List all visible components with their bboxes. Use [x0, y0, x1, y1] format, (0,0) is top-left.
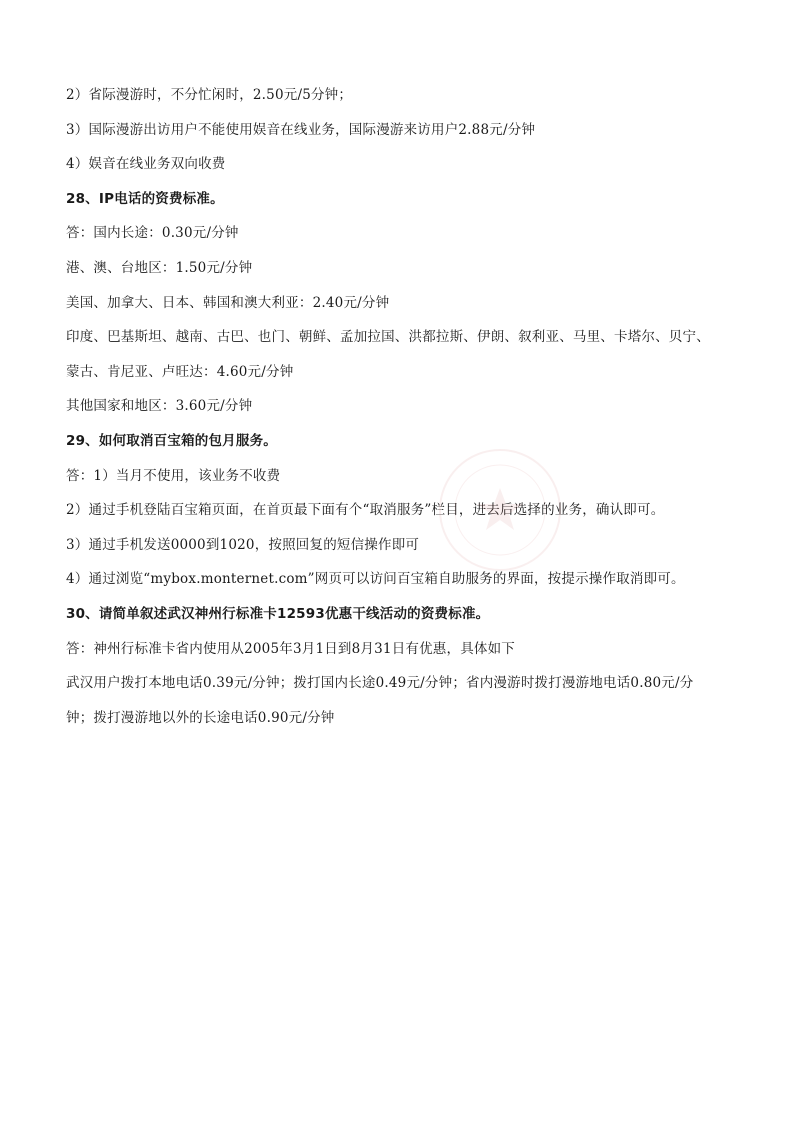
- text-line: 3）国际漫游出访用户不能使用娱音在线业务，国际漫游来访用户2.88元/分钟: [66, 121, 536, 138]
- text-line: 美国、加拿大、日本、韩国和澳大利亚：2.40元/分钟: [66, 294, 390, 311]
- text-line: 港、澳、台地区：1.50元/分钟: [66, 259, 253, 276]
- text-line: 4）娱音在线业务双向收费: [66, 156, 226, 173]
- text-line: 蒙古、肯尼亚、卢旺达：4.60元/分钟: [66, 363, 294, 380]
- document-page: [66, 78, 738, 735]
- text-line: 答：神州行标准卡省内使用从2005年3月1日到8月31日有优惠，具体如下: [66, 640, 516, 657]
- text-line: 答：1）当月不使用，该业务不收费: [66, 467, 281, 484]
- text-line: 其他国家和地区：3.60元/分钟: [66, 398, 253, 415]
- text-line: 答：国内长途：0.30元/分钟: [66, 225, 239, 242]
- section-heading-28: 28、IP电话的资费标准。: [66, 190, 224, 207]
- text-line: 4）通过浏览“mybox.monternet.com”网页可以访问百宝箱自助服务的界面，按提示操作取消即可。: [66, 571, 685, 588]
- section-heading-30: 30、请简单叙述武汉神州行标准卡12593优惠干线活动的资费标准。: [66, 605, 490, 622]
- text-line: 3）通过手机发送0000到1020，按照回复的短信操作即可: [66, 536, 420, 553]
- text-line: 2）通过手机登陆百宝箱页面，在首页最下面有个“取消服务”栏目，进去后选择的业务，确认即可。: [66, 502, 665, 519]
- text-line: 武汉用户拨打本地电话0.39元/分钟；拨打国内长途0.49元/分钟；省内漫游时拨打漫游地电话0.80元/分: [66, 675, 694, 692]
- text-line: 钟；拨打漫游地以外的长途电话0.90元/分钟: [66, 709, 335, 726]
- section-heading-29: 29、如何取消百宝箱的包月服务。: [66, 432, 277, 449]
- text-line: 印度、巴基斯坦、越南、古巴、也门、朝鲜、孟加拉国、洪都拉斯、伊朗、叙利亚、马里、卡塔尔、贝宁、: [66, 329, 710, 346]
- text-line: 2）省际漫游时，不分忙闲时，2.50元/5分钟；: [66, 87, 353, 103]
